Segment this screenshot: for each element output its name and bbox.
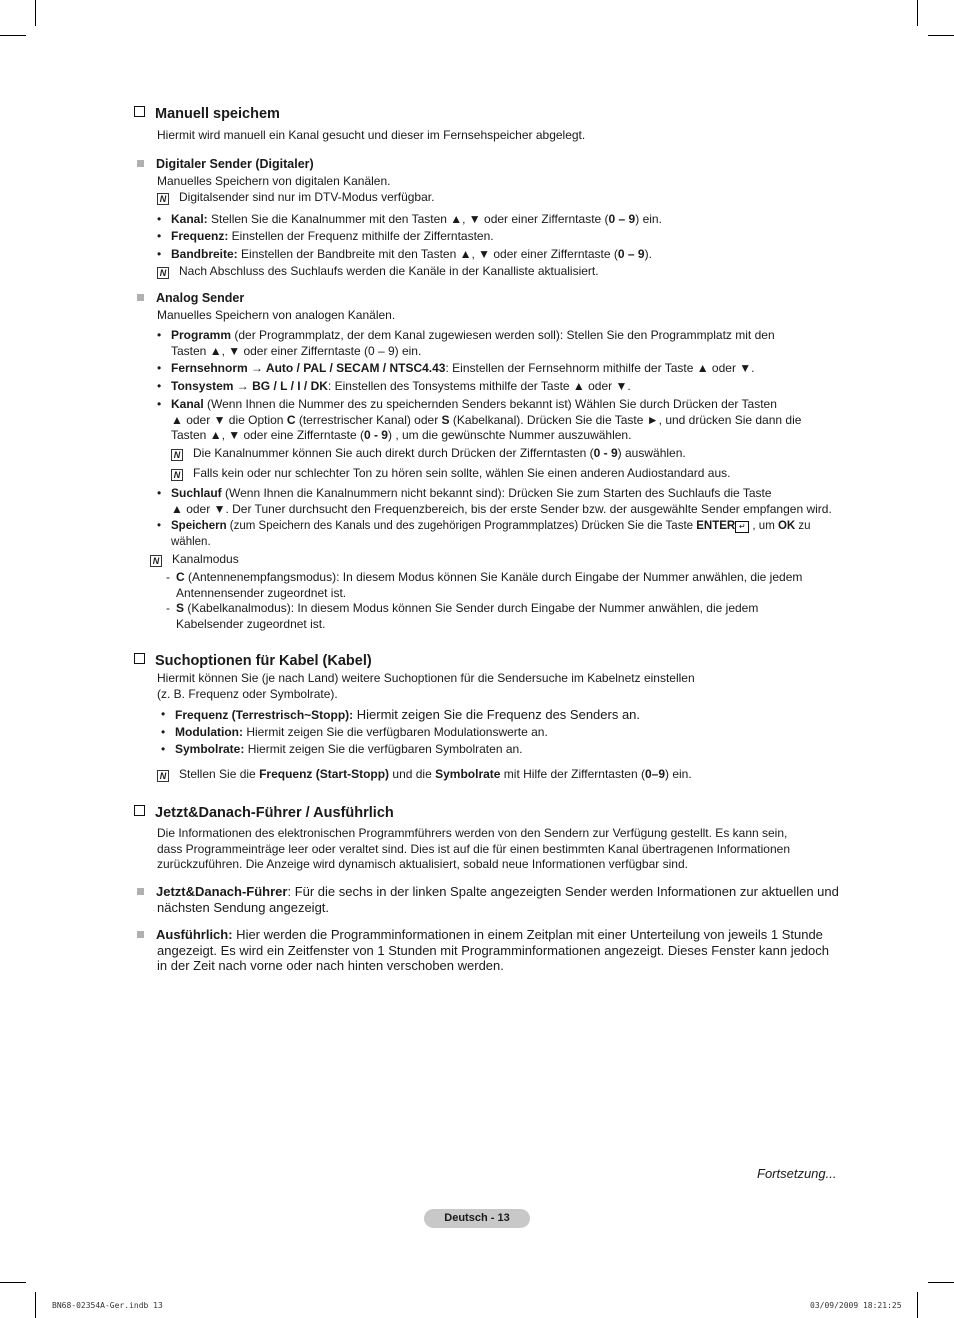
square-bullet-icon [137, 294, 144, 301]
list-item: • Speichern (zum Speichern des Kanals und des zugehörigen Programmplatzes) Drücken Sie die Taste ENTER ↵ , um OK zu wählen. [157, 520, 811, 548]
note-icon: N [157, 193, 169, 205]
note-icon: N [157, 770, 169, 782]
crop-mark [35, 1292, 36, 1318]
square-bullet-icon [137, 931, 144, 938]
note: N Die Kanalnummer können Sie auch direkt durch Drücken der Zifferntasten (0 - 9) auswählen. [171, 446, 851, 462]
note: N Kanalmodus [150, 552, 830, 568]
crop-mark [928, 1282, 954, 1283]
checkbox-square-icon [134, 106, 145, 117]
list-item: • Suchlauf (Wenn Ihnen die Kanalnummern nicht bekannt sind): Drücken Sie zum Starten des Suchlaufs die Taste ▲ oder ▼. Der Tuner durchsucht den Frequenzbereich, bis der erste Sender bzw. der ausgewählte Sender empfangen wird. [157, 486, 832, 516]
note-icon: N [171, 449, 183, 461]
list-item: • Symbolrate: Hiermit zeigen Sie die verfügbaren Symbolraten an. [161, 742, 523, 756]
section-heading-suchoptionen: Suchoptionen für Kabel (Kabel) [134, 652, 372, 670]
crop-mark [0, 1282, 26, 1283]
file-info: BN68-02354A-Ger.indb 13 [52, 1301, 163, 1310]
list-item: • Kanal: Stellen Sie die Kanalnummer mit den Tasten ▲, ▼ oder einer Zifferntaste (0 – 9) ein. [157, 212, 662, 226]
checkbox-square-icon [134, 805, 145, 816]
crop-mark [917, 0, 918, 26]
note-icon: N [150, 555, 162, 567]
continued-label: Fortsetzung... [757, 1166, 837, 1181]
list-item: • Programm (der Programmplatz, der dem Kanal zugewiesen werden soll): Stellen Sie den Programmplatz mit den Tasten ▲, ▼ oder einer Zifferntaste (0 – 9) ein. [157, 328, 775, 358]
print-timestamp: 03/09/2009 18:21:25 [810, 1301, 902, 1310]
list-item: • Bandbreite: Einstellen der Bandbreite mit den Tasten ▲, ▼ oder einer Zifferntaste (0 – 9). [157, 247, 652, 261]
enter-icon: ↵ [735, 521, 749, 533]
note: N Digitalsender sind nur im DTV-Modus verfügbar. [157, 190, 837, 206]
section-heading-manuell: Manuell speichem [134, 105, 280, 123]
page-number-badge: Deutsch - 13 [424, 1209, 530, 1228]
note: N Nach Abschluss des Suchlaufs werden die Kanäle in der Kanalliste aktualisiert. [157, 264, 837, 280]
ausfuehrlich-item: Ausführlich: Hier werden die Programminformationen in einem Zeitplan mit einer Unterteilung von jeweils 1 Stunde angezeigt. Es wird ein Zeitfenster von 1 Stunden mit Programminformationen angezeigt. Dieses Fenster kann jedoch in der Zeit nach vorne oder nach hinten verschoben werden. [137, 927, 857, 974]
dash-item: - C (Antennenempfangsmodus): In diesem Modus können Sie Kanäle durch Eingabe der Nummer anwählen, die jedem Antennensender zugeordnet ist. [166, 570, 803, 600]
square-bullet-icon [137, 888, 144, 895]
section-heading-jetzt-danach: Jetzt&Danach-Führer / Ausführlich [134, 804, 394, 822]
crop-mark [0, 35, 26, 36]
square-bullet-icon [137, 160, 144, 167]
section-intro: Hiermit können Sie (je nach Land) weitere Suchoptionen für die Sendersuche im Kabelnetz einstellen (z. B. Frequenz oder Symbolrate). [157, 671, 695, 701]
jetzt-danach-item: Jetzt&Danach-Führer: Für die sechs in der linken Spalte angezeigten Sender werden Informationen zur aktuellen und nächsten Sendung angezeigt. [137, 884, 857, 915]
crop-mark [35, 0, 36, 26]
list-item: • Frequenz (Terrestrisch~Stopp): Hiermit zeigen Sie die Frequenz des Senders an. [161, 707, 641, 722]
analog-desc: Manuelles Speichern von analogen Kanälen. [157, 308, 396, 322]
list-item: • Frequenz: Einstellen der Frequenz mithilfe der Zifferntasten. [157, 229, 494, 243]
section-intro: Die Informationen des elektronischen Programmführers werden von den Sendern zur Verfügung gestellt. Es kann sein, dass Programmeinträge leer oder veraltet sind. Dies ist auf die für einen bestimmten Kanal übertragenen Informationen zurückzuführen. Die Anzeige wird dynamisch aktualisiert, sobald neue Informationen verfügbar sind. [157, 826, 791, 871]
note-icon: N [157, 267, 169, 279]
list-item: • Modulation: Hiermit zeigen Sie die verfügbaren Modulationswerte an. [161, 725, 548, 739]
list-item: • Kanal (Wenn Ihnen die Nummer des zu speichernden Senders bekannt ist) Wählen Sie durch Drücken der Tasten ▲ oder ▼ die Option C (terrestrischer Kanal) oder S (Kabelkanal). Drücken Sie die Taste ►, und drücken Sie dann die Tasten ▲, ▼ oder eine Zifferntaste (0 - 9) , um die gewünschte Nummer auszuwählen. [157, 397, 802, 442]
crop-mark [928, 35, 954, 36]
dash-item: - S (Kabelkanalmodus): In diesem Modus können Sie Sender durch Eingabe der Nummer anwählen, die jedem Kabelsender zugeordnet ist. [166, 601, 759, 631]
crop-mark [917, 1292, 918, 1318]
note: N Stellen Sie die Frequenz (Start-Stopp) und die Symbolrate mit Hilfe der Zifferntasten (0–9) ein. [157, 767, 837, 783]
note-icon: N [171, 469, 183, 481]
subheading-analog: Analog Sender [137, 290, 244, 306]
section-intro: Hiermit wird manuell ein Kanal gesucht und dieser im Fernsehspeicher abgelegt. [157, 128, 586, 142]
note: N Falls kein oder nur schlechter Ton zu hören sein sollte, wählen Sie einen anderen Audiostandard aus. [171, 466, 851, 482]
checkbox-square-icon [134, 653, 145, 664]
digital-desc: Manuelles Speichern von digitalen Kanälen. [157, 174, 391, 188]
list-item: • Tonsystem → BG / L / I / DK: Einstellen des Tonsystems mithilfe der Taste ▲ oder ▼. [157, 379, 631, 393]
list-item: • Fernsehnorm → Auto / PAL / SECAM / NTSC4.43: Einstellen der Fernsehnorm mithilfe der Taste ▲ oder ▼. [157, 361, 755, 375]
subheading-digital: Digitaler Sender (Digitaler) [137, 156, 314, 172]
